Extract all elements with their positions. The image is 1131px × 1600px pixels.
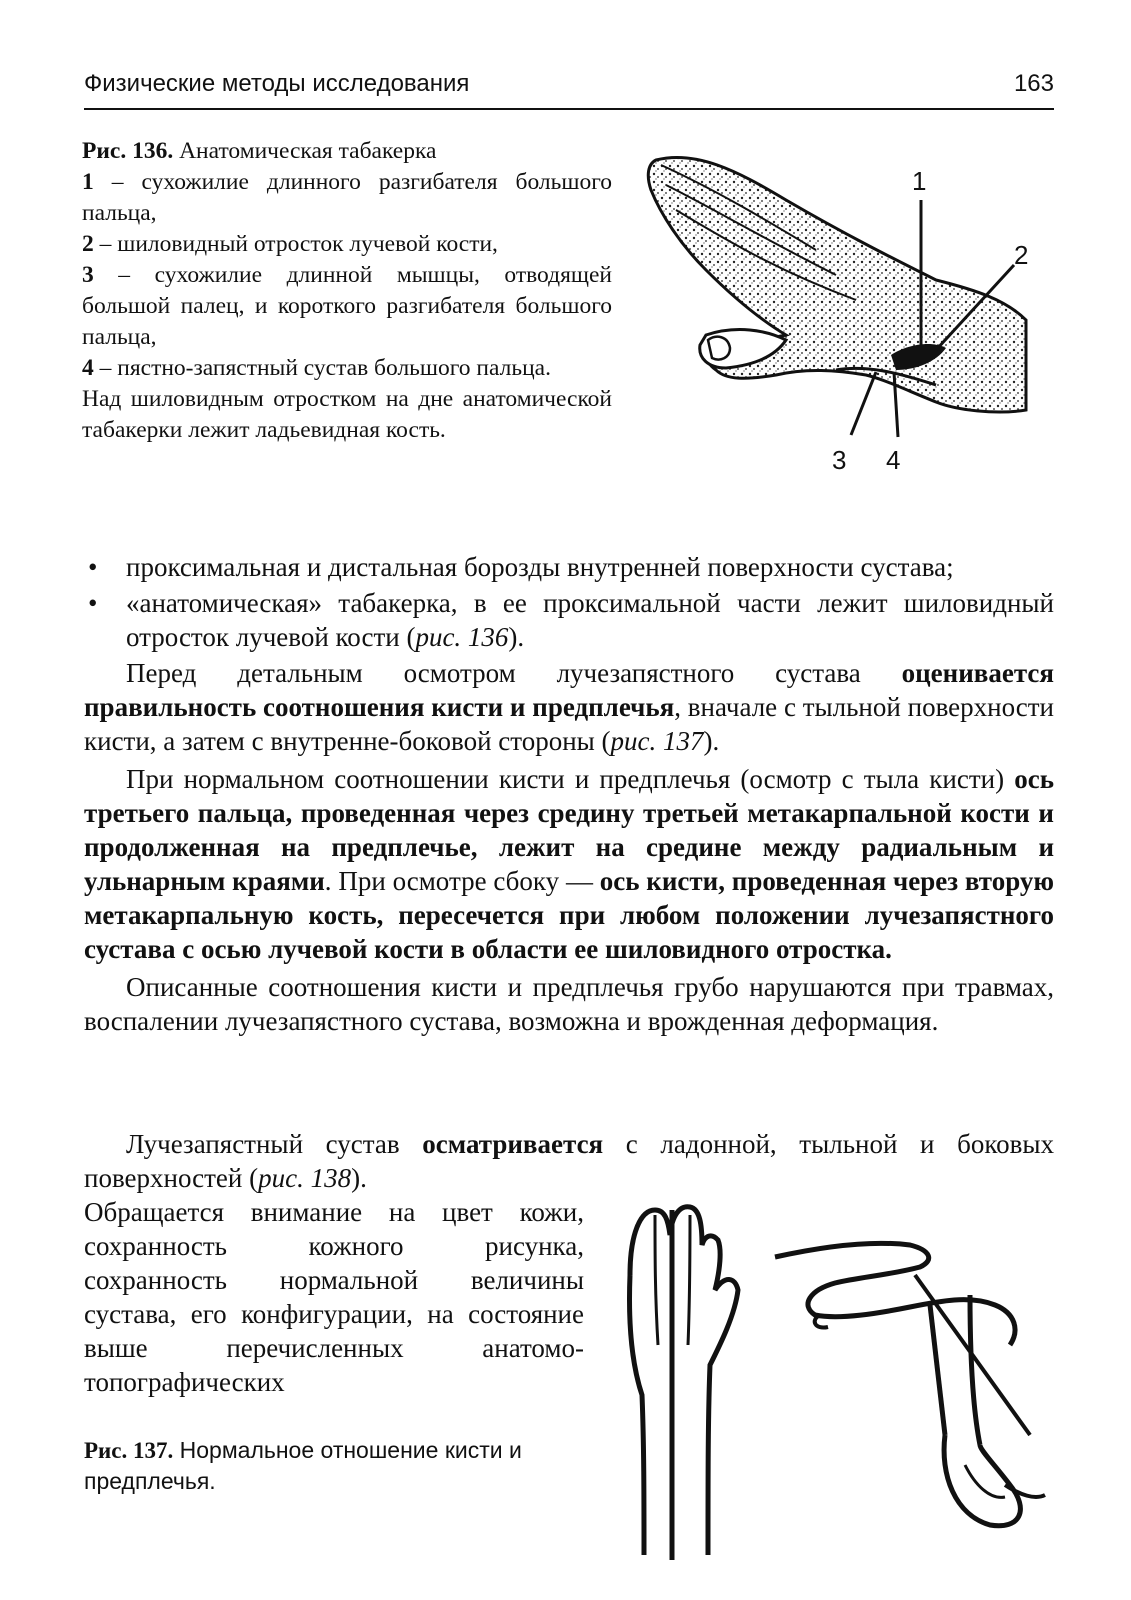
figure-136-illustration — [636, 140, 1056, 490]
figure-136-label: 1 — [912, 166, 927, 196]
figure-137-illustration — [610, 1195, 1060, 1565]
bullet-list — [84, 550, 1054, 654]
figure-137-caption: Рис. 137. Нормальное отношение кисти и предплечья. — [84, 1437, 522, 1494]
figure-136-caption — [82, 136, 612, 446]
paragraph: Описанные соотношения кисти и предплечья грубо нарушаются при травмах, воспалении лучезапястного сустава, возможна и врожденная деформация. — [84, 972, 1054, 1036]
paragraph: Перед детальным осмотром лучезапястного сустава оценивается правильность соотношения кисти и предплечья, вначале с тыльной поверхности кисти, а затем с внутренне-боковой стороны (рис. 137). — [84, 658, 1054, 756]
figure-136-title: Рис. 136. Анатомическая табакерка — [82, 138, 437, 164]
paragraph: При нормальном соотношении кисти и предплечья (осмотр с тыла кисти) ось третьего пальца, проведенная через средину третьей метакарпальной кости и продолженная на предплечье, лежит на средине между радиальным и ульнарным краями. При осмотре сбоку — ось кисти, проведенная через вторую метакарпальную кость, пересечется при любом положении лучезапястного сустава с осью лучевой кости в области ее шиловидного отростка. — [84, 764, 1055, 964]
hand-anatomical-snuffbox-drawing — [636, 140, 1056, 490]
figure-136-item: 2 – шиловидный отросток лучевой кости, — [82, 231, 498, 257]
list-item: • проксимальная и дистальная борозды внутренней поверхности сустава; — [88, 552, 954, 582]
figure-136-label: 3 — [832, 445, 847, 475]
list-item: • «анатомическая» табакерка, в ее проксимальной части лежит шиловидный отросток лучевой кости (рис. 136). — [88, 588, 1054, 652]
figure-136-label: 2 — [1014, 240, 1029, 270]
paragraph-continuation: Обращается внимание на цвет кожи, сохранность кожного рисунка, сохранность нормальной величины сустава, его конфигурации, на состояние выше перечисленных анатомо-топографических — [84, 1197, 584, 1397]
figure-136-item: 1 – сухожилие длинного разгибателя большого пальца, — [82, 169, 612, 226]
figure-136-item: 3 – сухожилие длинной мышцы, отводящей большой палец, и короткого разгибателя большого пальца, — [82, 262, 612, 350]
figure-136-label: 4 — [886, 445, 901, 475]
hand-forearm-drawing — [610, 1195, 1060, 1565]
figure-136-note: Над шиловидным отростком на дне анатомической табакерки лежит ладьевидная кость. — [82, 386, 612, 443]
page-number: 163 — [1013, 70, 1054, 97]
figure-136-item: 4 – пястно-запястный сустав большого пальца. — [82, 355, 551, 381]
bullet-icon: • — [88, 588, 98, 618]
running-header — [84, 68, 1054, 110]
bullet-icon: • — [88, 552, 98, 582]
main-text — [84, 550, 1054, 1042]
paragraph: Лучезапястный сустав осматривается с ладонной, тыльной и боковых поверхностей (рис. 138). — [84, 1129, 1054, 1193]
header-title: Физические методы исследования — [84, 70, 470, 97]
